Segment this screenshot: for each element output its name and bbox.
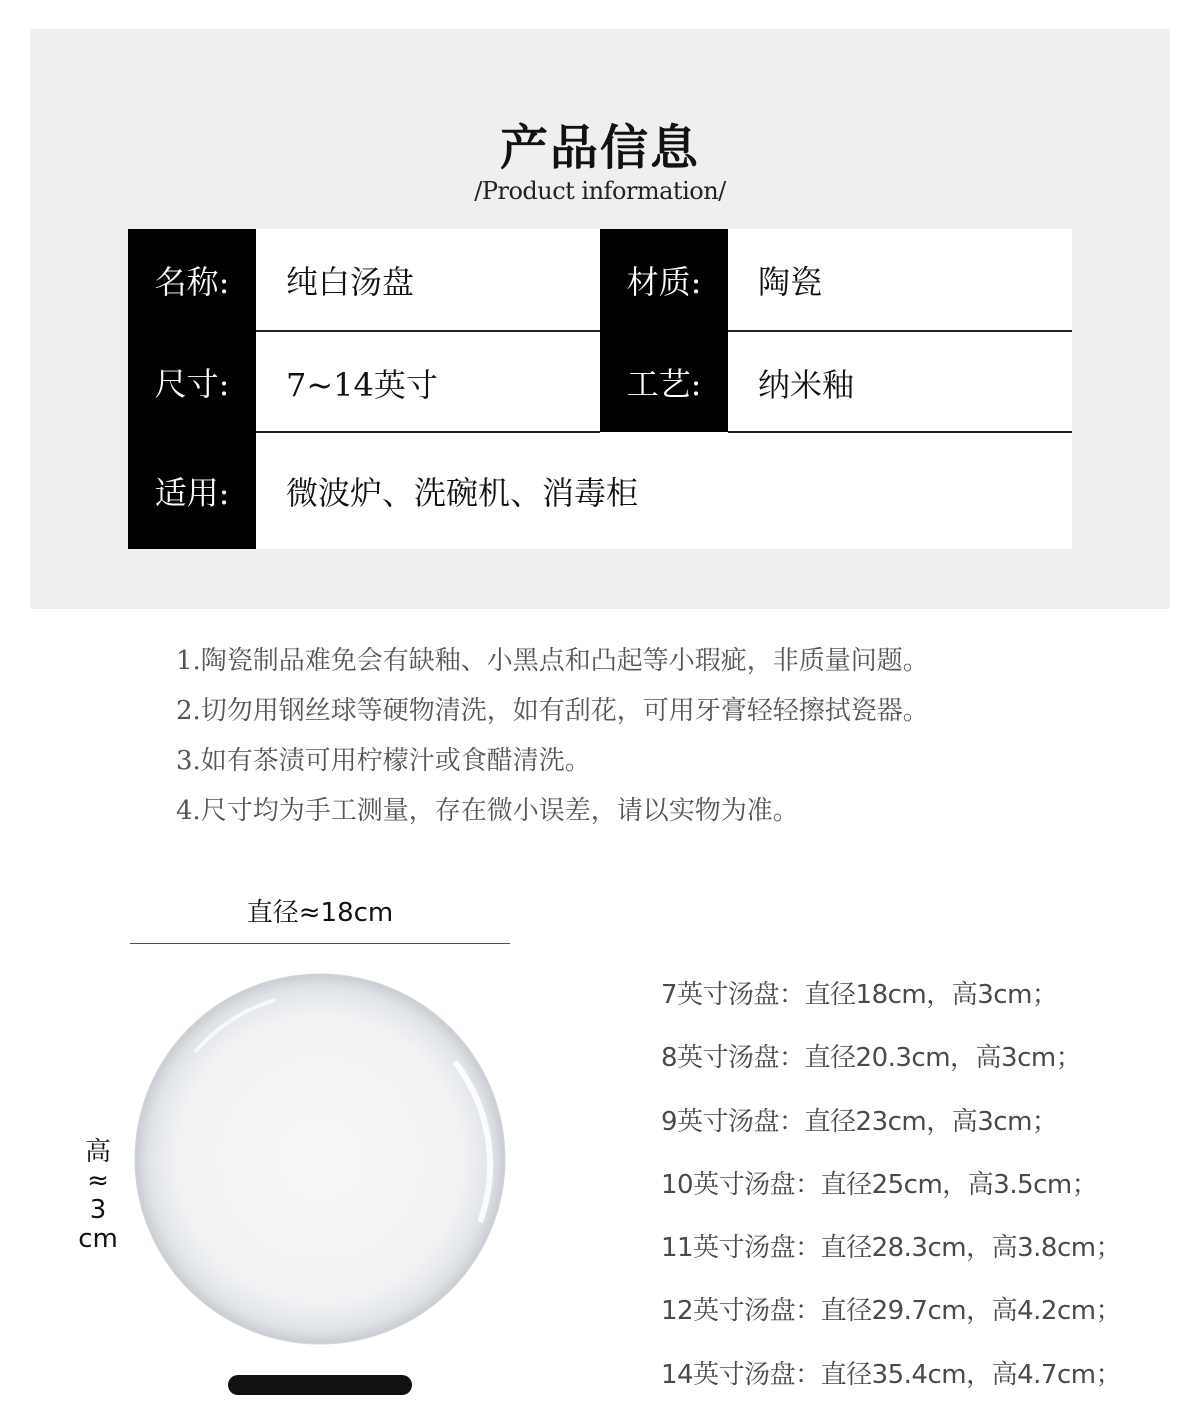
label-name: 名称: — [128, 229, 256, 331]
page-title: 产品信息 — [499, 120, 700, 176]
note-item: 3.如有茶渍可用柠檬汁或食醋清洗。 — [176, 746, 591, 776]
label-size: 尺寸: — [128, 331, 256, 432]
label-material: 材质: — [600, 229, 728, 331]
plate-image — [125, 962, 525, 1362]
size-item: 12英寸汤盘：直径29.7cm，高4.2cm； — [661, 1296, 1122, 1327]
value-craft: 纳米釉 — [758, 365, 855, 404]
size-list — [661, 975, 1121, 1418]
size-item: 8英寸汤盘：直径20.3cm，高3cm； — [661, 1043, 1082, 1074]
size-item: 10英寸汤盘：直径25cm，高3.5cm； — [661, 1169, 1098, 1200]
size-item: 7英寸汤盘：直径18cm，高3cm； — [661, 980, 1058, 1010]
note-item: 1.陶瓷制品难免会有缺釉、小黑点和凸起等小瑕疵，非质量问题。 — [176, 646, 929, 676]
info-table — [128, 229, 1072, 549]
value-name: 纯白汤盘 — [286, 263, 415, 301]
care-notes — [176, 637, 929, 837]
plate-base — [228, 1375, 412, 1395]
value-material: 陶瓷 — [758, 263, 823, 301]
label-craft: 工艺: — [600, 331, 728, 432]
value-size: 7~14英寸 — [286, 365, 438, 404]
height-label: 高 ≈ 3 cm — [78, 1137, 118, 1254]
diameter-label: 直径≈18cm — [246, 898, 394, 928]
note-item: 4.尺寸均为手工测量，存在微小误差，请以实物为准。 — [176, 796, 799, 826]
note-item: 2.切勿用钢丝球等硬物清洗，如有刮花，可用牙膏轻轻擦拭瓷器。 — [176, 696, 929, 726]
label-usage: 适用: — [128, 432, 256, 549]
size-item: 14英寸汤盘：直径35.4cm，高4.7cm； — [661, 1359, 1122, 1390]
value-usage: 微波炉、洗碗机、消毒柜 — [286, 474, 639, 512]
page-subtitle: /Product information/ — [474, 177, 726, 205]
size-item: 9英寸汤盘：直径23cm，高3cm； — [661, 1106, 1058, 1137]
size-item: 11英寸汤盘：直径28.3cm，高3.8cm； — [661, 1233, 1122, 1264]
diameter-line — [130, 943, 510, 944]
